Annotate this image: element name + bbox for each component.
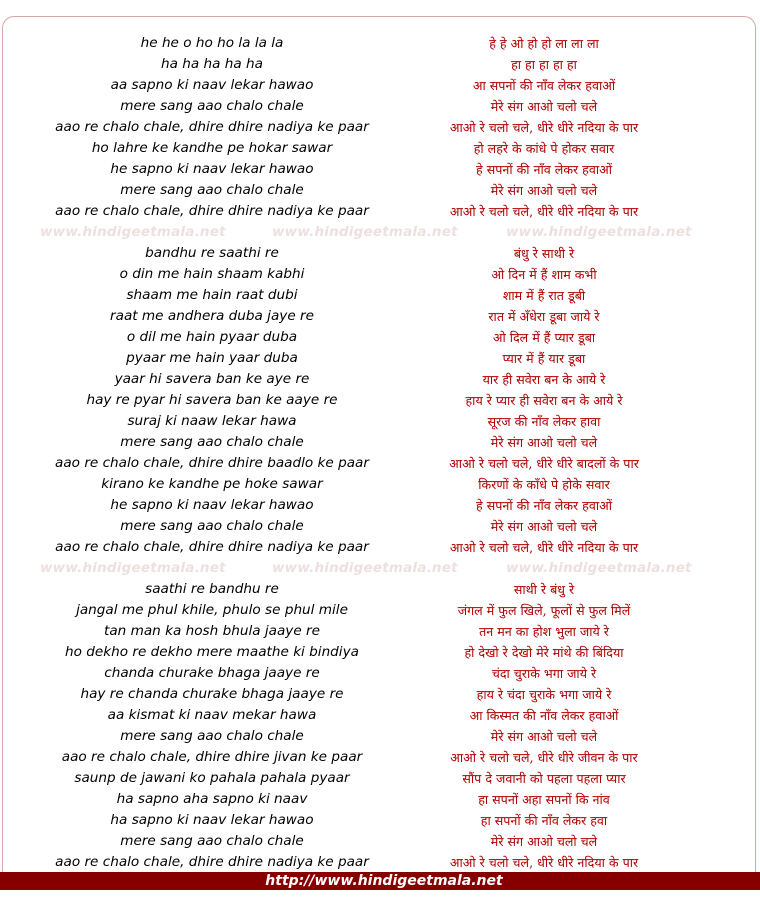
lyric-hindi: हा सपनों की नाँव लेकर हवा bbox=[480, 813, 608, 828]
lyric-english: he sapno ki naav lekar hawao bbox=[110, 161, 314, 177]
lyric-line bbox=[0, 684, 760, 705]
lyric-line bbox=[0, 138, 760, 159]
lyric-line bbox=[0, 369, 760, 390]
lyric-hindi: मेरे संग आओ चलो चले bbox=[490, 183, 598, 198]
lyric-hindi: आओ रे चलो चले, धीरे धीरे नदिया के पार bbox=[449, 120, 639, 135]
lyric-hindi: मेरे संग आओ चलो चले bbox=[490, 729, 598, 744]
lyric-english: ha sapno aha sapno ki naav bbox=[116, 791, 308, 807]
lyric-hindi: शाम में हैं रात डूबी bbox=[502, 288, 586, 303]
lyric-hindi: मेरे संग आओ चलो चले bbox=[490, 834, 598, 849]
lyric-line bbox=[0, 117, 760, 138]
watermark-row bbox=[0, 558, 760, 579]
lyric-hindi: मेरे संग आओ चलो चले bbox=[490, 519, 598, 534]
lyric-hindi: हा सपनों अहा सपनों कि नांव bbox=[478, 792, 610, 807]
lyric-hindi: आओ रे चलो चले, धीरे धीरे बादलों के पार bbox=[449, 456, 639, 471]
lyric-line bbox=[0, 180, 760, 201]
lyric-line bbox=[0, 33, 760, 54]
lyric-hindi: हे सपनों की नाँव लेकर हवाओं bbox=[476, 162, 612, 177]
lyric-line bbox=[0, 159, 760, 180]
lyric-english: aa sapno ki naav lekar hawao bbox=[110, 77, 314, 93]
lyric-hindi: आओ रे चलो चले, धीरे धीरे नदिया के पार bbox=[449, 855, 639, 870]
lyric-english: saunp de jawani ko pahala pahala pyaar bbox=[74, 770, 350, 786]
lyric-hindi: हे हे ओ हो हो ला ला ला bbox=[489, 36, 599, 51]
lyric-hindi: हा हा हा हा हा bbox=[511, 57, 577, 72]
lyric-line bbox=[0, 642, 760, 663]
lyric-line bbox=[0, 516, 760, 537]
lyric-english: kirano ke kandhe pe hoke sawar bbox=[101, 476, 323, 492]
lyric-english: chanda churake bhaga jaaye re bbox=[104, 665, 320, 681]
lyric-hindi: प्यार में हैं यार डूबा bbox=[502, 351, 586, 366]
lyric-english: raat me andhera duba jaye re bbox=[110, 308, 314, 324]
lyric-line bbox=[0, 600, 760, 621]
lyric-line bbox=[0, 663, 760, 684]
lyric-english: yaar hi savera ban ke aye re bbox=[114, 371, 310, 387]
lyric-english: mere sang aao chalo chale bbox=[120, 434, 304, 450]
lyric-english: aao re chalo chale, dhire dhire jivan ke paar bbox=[61, 749, 363, 765]
lyric-english: mere sang aao chalo chale bbox=[120, 182, 304, 198]
lyric-english: mere sang aao chalo chale bbox=[120, 728, 304, 744]
lyric-english: jangal me phul khile, phulo se phul mile bbox=[76, 602, 348, 618]
lyrics-container bbox=[0, 33, 760, 873]
site-link[interactable]: http://www.hindigeetmala.net bbox=[265, 873, 503, 889]
lyric-english: mere sang aao chalo chale bbox=[120, 518, 304, 534]
lyric-line bbox=[0, 75, 760, 96]
lyric-english: aao re chalo chale, dhire dhire nadiya ke paar bbox=[55, 854, 369, 870]
lyric-hindi: यार ही सवेरा बन के आये रे bbox=[482, 372, 606, 387]
lyric-hindi: आ किस्मत की नाँव लेकर हवाओं bbox=[469, 708, 619, 723]
lyric-english: aao re chalo chale, dhire dhire nadiya ke paar bbox=[55, 203, 369, 219]
lyric-english: he sapno ki naav lekar hawao bbox=[110, 497, 314, 513]
lyric-line bbox=[0, 474, 760, 495]
lyric-line bbox=[0, 705, 760, 726]
lyric-hindi: किरणों के काँधे पे होके सवार bbox=[478, 477, 610, 492]
lyric-line bbox=[0, 537, 760, 558]
lyric-line bbox=[0, 96, 760, 117]
lyric-hindi: चंदा चुराके भगा जाये रे bbox=[491, 666, 597, 681]
lyric-english: ha sapno ki naav lekar hawao bbox=[110, 812, 314, 828]
lyric-hindi: रात में अँधेरा डूबा जाये रे bbox=[488, 309, 600, 324]
watermark-text: www.hindigeetmala.net bbox=[40, 560, 226, 576]
lyric-english: aao re chalo chale, dhire dhire nadiya ke paar bbox=[55, 539, 369, 555]
lyric-line bbox=[0, 264, 760, 285]
lyric-hindi: हाय रे प्यार ही सवेरा बन के आये रे bbox=[465, 393, 623, 408]
lyric-english: suraj ki naaw lekar hawa bbox=[127, 413, 297, 429]
lyric-line bbox=[0, 243, 760, 264]
watermark-text: www.hindigeetmala.net bbox=[272, 224, 458, 240]
lyric-line bbox=[0, 390, 760, 411]
lyric-hindi: ओ दिन में हैं शाम कभी bbox=[491, 267, 597, 282]
lyric-line bbox=[0, 201, 760, 222]
lyric-english: mere sang aao chalo chale bbox=[120, 833, 304, 849]
lyric-hindi: आ सपनों की नाँव लेकर हवाओं bbox=[472, 78, 616, 93]
lyric-line bbox=[0, 306, 760, 327]
footer-bar bbox=[0, 872, 760, 890]
lyric-line bbox=[0, 621, 760, 642]
lyric-line bbox=[0, 747, 760, 768]
lyric-english: pyaar me hain yaar duba bbox=[126, 350, 298, 366]
watermark-text: www.hindigeetmala.net bbox=[506, 560, 692, 576]
lyric-line bbox=[0, 453, 760, 474]
lyric-hindi: हो लहरे के कांधे पे होकर सवार bbox=[473, 141, 615, 156]
lyric-english: ha ha ha ha ha bbox=[160, 56, 263, 72]
lyric-english: mere sang aao chalo chale bbox=[120, 98, 304, 114]
lyric-line bbox=[0, 726, 760, 747]
lyric-line bbox=[0, 495, 760, 516]
lyric-english: ho dekho re dekho mere maathe ki bindiya bbox=[65, 644, 359, 660]
lyric-hindi: सौंप दे जवानी को पहला पहला प्यार bbox=[462, 771, 626, 786]
lyric-line bbox=[0, 54, 760, 75]
lyric-line bbox=[0, 348, 760, 369]
lyric-hindi: साथी रे बंधु रे bbox=[513, 582, 575, 597]
lyric-english: tan man ka hosh bhula jaaye re bbox=[104, 623, 320, 639]
lyric-line bbox=[0, 768, 760, 789]
lyric-english: saathi re bandhu re bbox=[145, 581, 279, 597]
lyric-english: ho lahre ke kandhe pe hokar sawar bbox=[91, 140, 333, 156]
lyric-hindi: ओ दिल में हैं प्यार डूबा bbox=[492, 330, 596, 345]
lyric-english: aao re chalo chale, dhire dhire baadlo ke paar bbox=[55, 455, 369, 471]
lyric-hindi: आओ रे चलो चले, धीरे धीरे नदिया के पार bbox=[449, 540, 639, 555]
lyric-line bbox=[0, 789, 760, 810]
lyric-line bbox=[0, 411, 760, 432]
lyric-line bbox=[0, 852, 760, 873]
lyric-hindi: आओ रे चलो चले, धीरे धीरे जीवन के पार bbox=[450, 750, 638, 765]
lyric-english: aa kismat ki naav mekar hawa bbox=[107, 707, 317, 723]
lyric-english: hay re chanda churake bhaga jaaye re bbox=[80, 686, 344, 702]
lyric-hindi: हो देखो रे देखो मेरे मांथे की बिंदिया bbox=[464, 645, 624, 660]
watermark-text: www.hindigeetmala.net bbox=[506, 224, 692, 240]
lyric-hindi: जंगल में फुल खिले, फूलों से फुल मिलें bbox=[457, 603, 631, 618]
lyric-hindi: आओ रे चलो चले, धीरे धीरे नदिया के पार bbox=[449, 204, 639, 219]
lyric-english: bandhu re saathi re bbox=[145, 245, 279, 261]
watermark-row bbox=[0, 222, 760, 243]
lyric-line bbox=[0, 579, 760, 600]
lyric-english: o din me hain shaam kabhi bbox=[119, 266, 305, 282]
lyric-english: he he o ho ho la la la bbox=[140, 35, 284, 51]
watermark-text: www.hindigeetmala.net bbox=[272, 560, 458, 576]
lyric-line bbox=[0, 327, 760, 348]
lyric-line bbox=[0, 432, 760, 453]
lyric-hindi: बंधु रे साथी रे bbox=[513, 246, 575, 261]
lyric-hindi: तन मन का होश भुला जाये रे bbox=[479, 624, 609, 639]
lyric-line bbox=[0, 810, 760, 831]
lyric-english: aao re chalo chale, dhire dhire nadiya ke paar bbox=[55, 119, 369, 135]
lyric-hindi: हे सपनों की नाँव लेकर हवाओं bbox=[476, 498, 612, 513]
lyric-english: shaam me hain raat dubi bbox=[126, 287, 298, 303]
lyric-line bbox=[0, 285, 760, 306]
watermark-text: www.hindigeetmala.net bbox=[40, 224, 226, 240]
lyric-line bbox=[0, 831, 760, 852]
lyric-hindi: मेरे संग आओ चलो चले bbox=[490, 99, 598, 114]
lyric-hindi: सूरज की नाँव लेकर हावा bbox=[487, 414, 601, 429]
lyric-english: hay re pyar hi savera ban ke aaye re bbox=[86, 392, 338, 408]
lyric-hindi: मेरे संग आओ चलो चले bbox=[490, 435, 598, 450]
lyric-hindi: हाय रे चंदा चुराके भगा जाये रे bbox=[476, 687, 612, 702]
lyric-english: o dil me hain pyaar duba bbox=[126, 329, 298, 345]
